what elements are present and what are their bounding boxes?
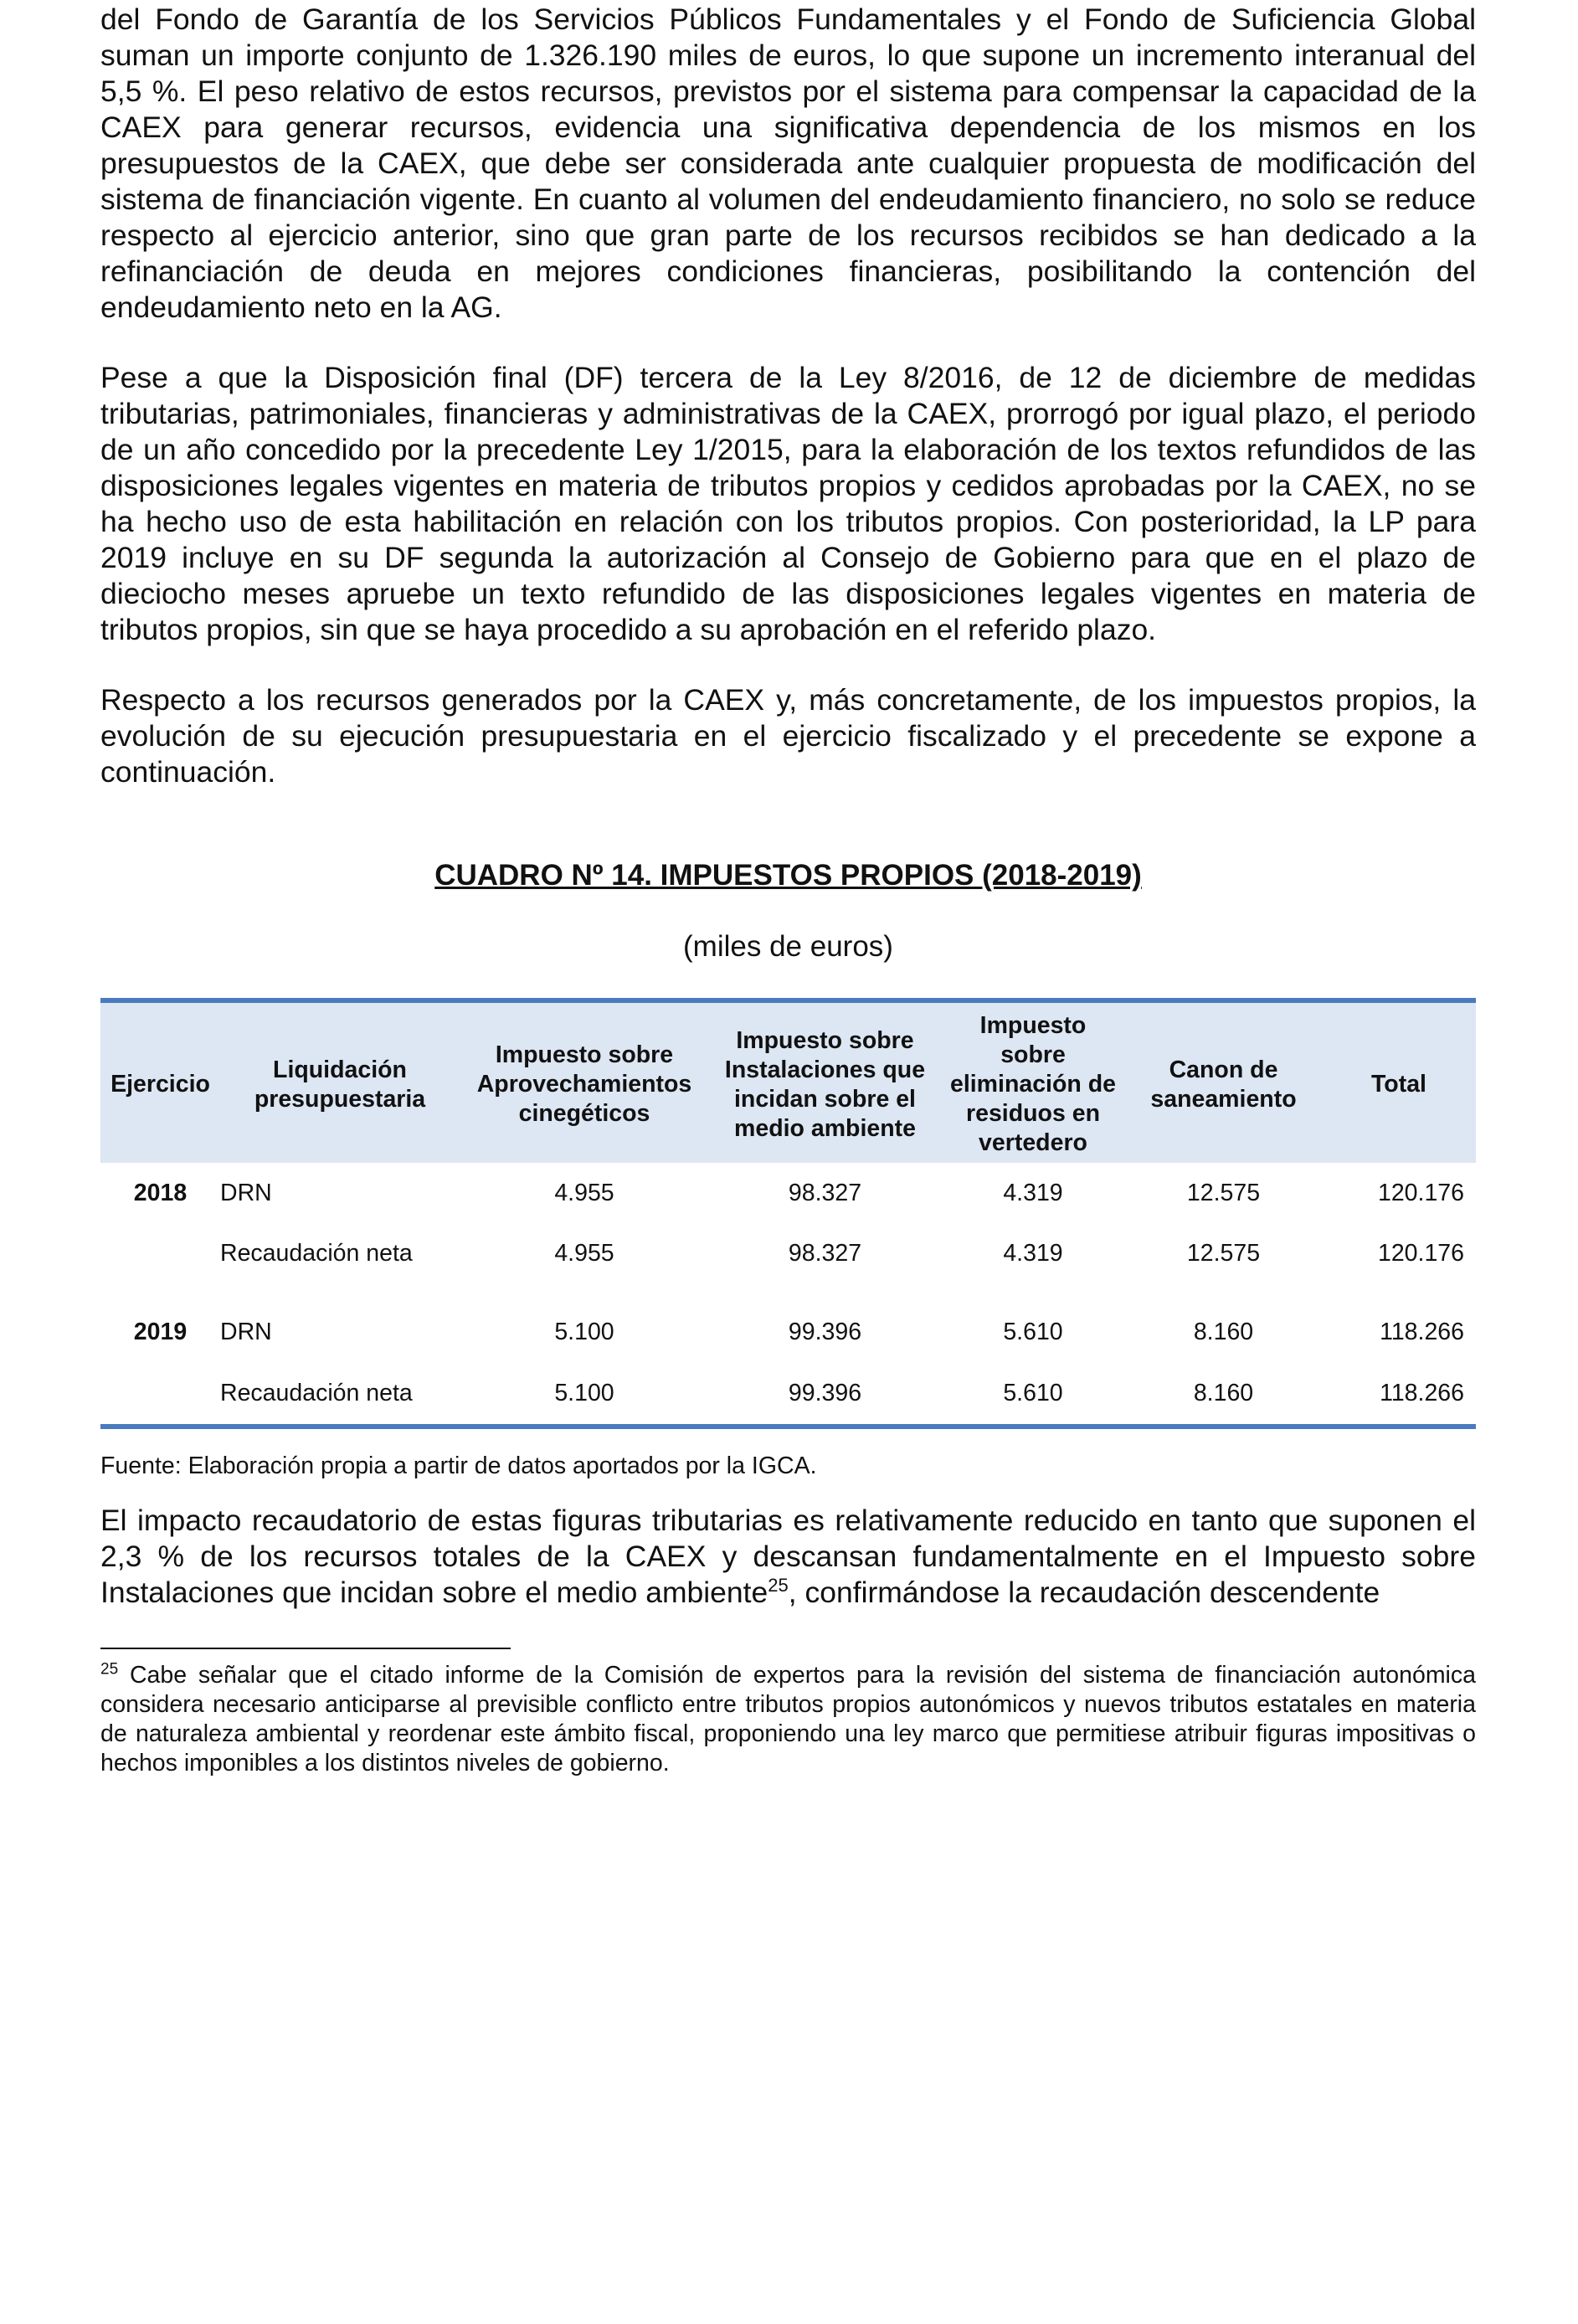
header-residuos: Impuesto sobre eliminación de residuos en vertedero [941, 1000, 1125, 1163]
cell-residuos: 5.610 [941, 1362, 1125, 1427]
table-row [100, 1302, 1476, 1362]
cell-year [100, 1362, 220, 1427]
footnote [100, 1661, 1476, 1778]
table-header-row [100, 1000, 1476, 1163]
footnote-number: 25 [100, 1660, 119, 1679]
document-page [100, 0, 1476, 1778]
cell-instalaciones: 99.396 [709, 1362, 941, 1427]
header-total: Total [1322, 1000, 1476, 1163]
cell-year: 2018 [133, 1179, 188, 1206]
table-row [100, 1223, 1476, 1283]
cell-canon: 8.160 [1193, 1318, 1254, 1345]
cell-canon: 12.575 [1186, 1239, 1261, 1267]
paragraph-impact-text: El impacto recaudatorio de estas figuras tributarias es relativamente reducido en tanto que suponen el 2,3 % de los recursos totales de la CAEX y descansan fundamentalmente en el Impuesto sobre Instalaciones que incidan sobre el medio ambiente [100, 1504, 1476, 1609]
paragraph-disposicion-final: Pese a que la Disposición final (DF) tercera de la Ley 8/2016, de 12 de diciembre de medidas tributarias, patrimoniales, financieras y administrativas de la CAEX, prorrogó por igual plazo, el periodo de un año concedido por la precedente Ley 1/2015, para la elaboración de los textos refundidos de las disposiciones legales vigentes en materia de tributos propios y cedidos aprobadas por la CAEX, no se ha hecho uso de esta habilitación en relación con los tributos propios. Con posterioridad, la LP para 2019 incluye en su DF segunda la autorización al Consejo de Gobierno para que en el plazo de dieciocho meses apruebe un texto refundido de las disposiciones legales vigentes en materia de tributos propios, sin que se haya procedido a su aprobación en el referido plazo. [100, 361, 1476, 646]
cell-residuos: 4.319 [1003, 1239, 1063, 1267]
cell-instalaciones: 98.327 [788, 1239, 862, 1267]
cell-residuos: 5.610 [1003, 1318, 1063, 1345]
header-aprovechamientos: Impuesto sobre Aprovechamientos cinegéticos [460, 1000, 709, 1163]
cell-aprovechamientos: 5.100 [554, 1318, 614, 1345]
cell-year: 2019 [133, 1318, 188, 1345]
paragraph-resources-intro: Respecto a los recursos generados por la CAEX y, más concretamente, de los impuestos propios, la evolución de su ejecución presupuestaria en el ejercicio fiscalizado y el precedente se expone a continuación. [100, 683, 1476, 789]
paragraph-impact-tail: , confirmándose la recaudación descendente [788, 1576, 1380, 1609]
cell-aprovechamientos: 5.100 [460, 1362, 709, 1427]
impuestos-propios-table [100, 998, 1476, 1429]
cell-canon: 12.575 [1186, 1179, 1261, 1206]
cell-canon: 8.160 [1125, 1362, 1322, 1427]
cell-instalaciones: 98.327 [788, 1179, 862, 1206]
table-row [100, 1362, 1476, 1427]
spacer-cell [100, 1283, 1476, 1302]
header-ejercicio: Ejercicio [100, 1000, 220, 1163]
cell-concept: DRN [220, 1318, 272, 1345]
paragraph-impact [100, 1503, 1476, 1611]
cell-total: 118.266 [1322, 1362, 1476, 1427]
header-liquidacion: Liquidación presupuestaria [220, 1000, 460, 1163]
table-spacer-row [100, 1283, 1476, 1302]
paragraph-financing: del Fondo de Garantía de los Servicios Públicos Fundamentales y el Fondo de Suficiencia Global suman un importe conjunto de 1.326.190 miles de euros, lo que supone un incremento interanual del 5,5 %. El peso relativo de estos recursos, previstos por el sistema para compensar la capacidad de la CAEX para generar recursos, evidencia una significativa dependencia de los mismos en los presupuestos de la CAEX, que debe ser considerada ante cualquier propuesta de modificación del sistema de financiación vigente. En cuanto al volumen del endeudamiento financiero, no solo se reduce respecto al ejercicio anterior, sino que gran parte de los recursos recibidos se han dedicado a la refinanciación de deuda en mejores condiciones financieras, posibilitando la contención del endeudamiento neto en la AG. [100, 3, 1476, 324]
footnote-separator [100, 1648, 511, 1649]
table-source-note: Fuente: Elaboración propia a partir de datos aportados por la IGCA. [100, 1452, 817, 1479]
cell-aprovechamientos: 4.955 [554, 1179, 614, 1206]
cell-total: 118.266 [1380, 1318, 1464, 1345]
cell-concept: DRN [220, 1179, 272, 1206]
header-instalaciones: Impuesto sobre Instalaciones que incidan sobre el medio ambiente [709, 1000, 941, 1163]
cell-total: 120.176 [1377, 1179, 1464, 1206]
cell-instalaciones: 99.396 [788, 1318, 862, 1345]
cell-year [100, 1223, 220, 1283]
table-title: CUADRO Nº 14. IMPUESTOS PROPIOS (2018-2019) [434, 859, 1142, 892]
cell-concept: Recaudación neta [220, 1362, 460, 1427]
header-canon: Canon de saneamiento [1125, 1000, 1322, 1163]
cell-total: 120.176 [1377, 1239, 1464, 1267]
cell-concept: Recaudación neta [220, 1239, 413, 1267]
table-row [100, 1163, 1476, 1223]
footnote-reference[interactable]: 25 [768, 1575, 789, 1596]
table-subtitle: (miles de euros) [683, 930, 893, 963]
cell-aprovechamientos: 4.955 [554, 1239, 614, 1267]
cell-residuos: 4.319 [1003, 1179, 1063, 1206]
footnote-text: Cabe señalar que el citado informe de la Comisión de expertos para la revisión del sistema de financiación autonómica considera necesario anticiparse al previsible conflicto entre tributos propios autonómicos y nuevos tributos estatales en materia de naturaleza ambiental y reordenar este ámbito fiscal, proponiendo una ley marco que permitiese atribuir figuras impositivas o hechos imponibles a los distintos niveles de gobierno. [100, 1662, 1476, 1776]
